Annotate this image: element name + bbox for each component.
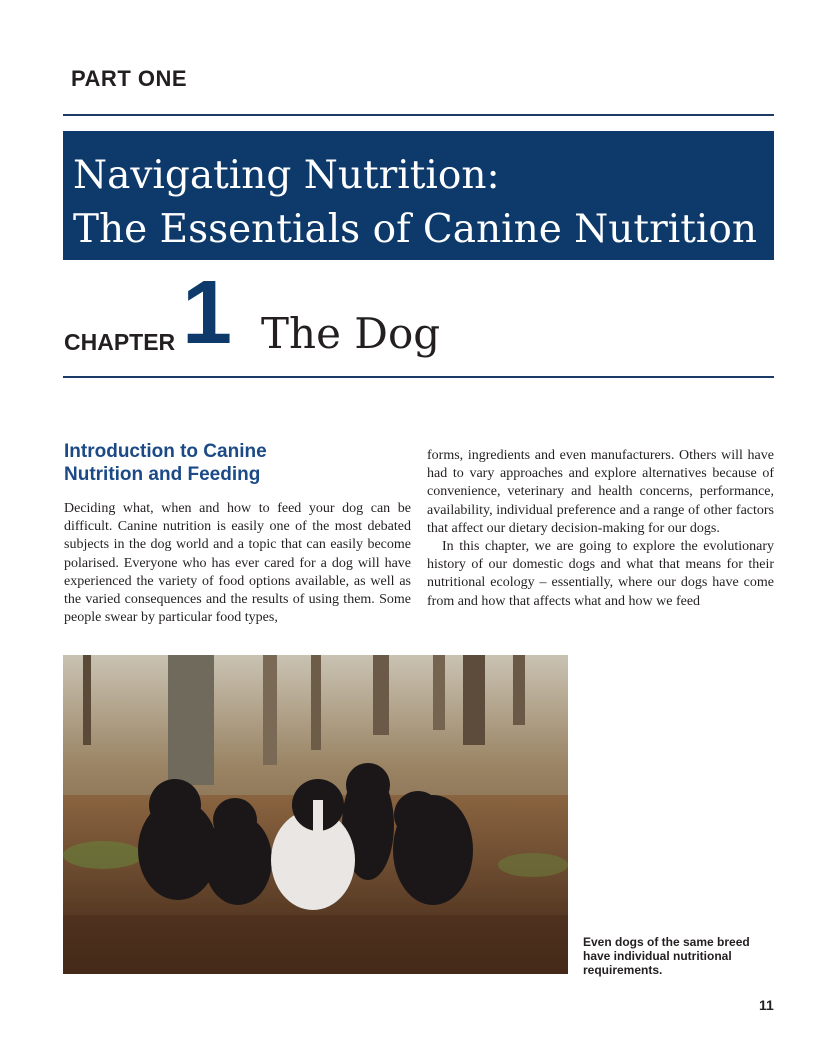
part-title-banner xyxy=(63,131,774,260)
part-label: PART ONE xyxy=(71,66,188,91)
body-paragraph-1-continued: forms, ingredients and even manufacturers. Others will have had to vary approaches and explore alternatives because of convenience, veterinary and health concerns, performance, availability, individual preference and a range of other factors that affect our dietary decision-making for our dogs. xyxy=(427,448,774,536)
body-paragraph-1: Deciding what, when and how to feed your dog can be difficult. Canine nutrition is easily one of the most debated subjects in the dog world and a topic that can easily become polarised. Everyone who has ever cared for a dog will have experienced the variety of food options available, as well as the varied consequences and the results of using them. Some people swear by particular food types, xyxy=(64,501,411,626)
page-number: 11 xyxy=(759,997,774,1013)
section-heading-line-1: Introduction to Canine xyxy=(64,441,267,462)
photo-caption: Even dogs of the same breed have individual nutritional requirements. xyxy=(583,935,750,977)
chapter-number: 1 xyxy=(182,263,233,363)
section-heading xyxy=(64,440,404,486)
body-column-right xyxy=(427,447,774,611)
banner-title-line-1: Navigating Nutrition: xyxy=(73,153,500,198)
chapter-rule xyxy=(63,376,774,378)
chapter-label: CHAPTER xyxy=(64,329,176,355)
section-heading-line-2: Nutrition and Feeding xyxy=(64,464,261,485)
chapter-title: The Dog xyxy=(261,309,441,358)
body-column-left xyxy=(64,500,411,627)
body-paragraph-2: In this chapter, we are going to explore the evolutionary history of our domestic dogs and what that means for their nutritional ecology – essentially, where our dogs have come from and how that affects what and how we feed xyxy=(427,539,774,609)
dogs-in-woodland-photo xyxy=(63,655,568,974)
top-rule xyxy=(63,114,774,116)
banner-title-line-2: The Essentials of Canine Nutrition xyxy=(73,207,757,252)
